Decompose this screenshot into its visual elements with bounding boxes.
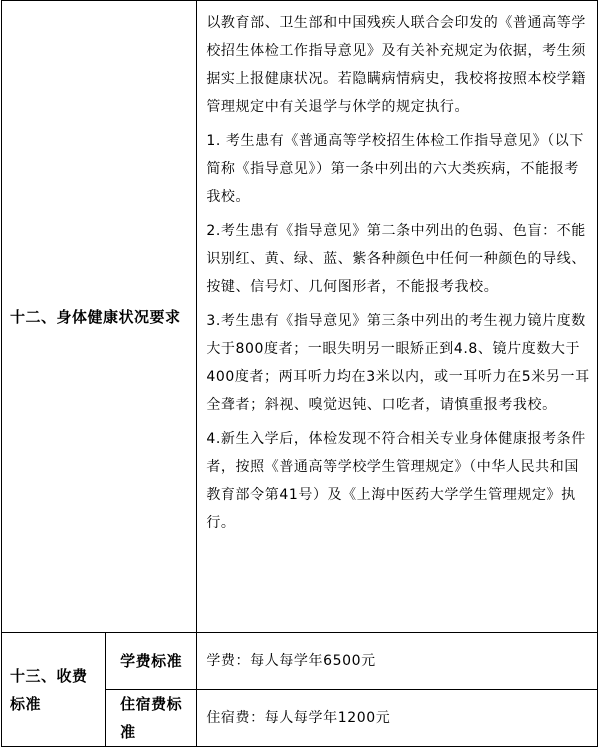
health-item-4: 4.新生入学后，体检发现不符合相关专业身体健康报考条件者，按照《普通高等学校学生管理规定》（中华人民共和国教育部令第41号）及《上海中医药大学学生管理规定》执行。: [206, 431, 586, 531]
health-intro-paragraph: 以教育部、卫生部和中国残疾人联合会印发的《普通高等学校招生体检工作指导意见》及有关补充规定为依据，考生须据实上报健康状况。若隐瞒病情病史，我校将按照本校学籍管理规定中有关退学与休学的规定执行。: [206, 15, 586, 115]
fee-section-title: 十三、收费标准: [2, 633, 106, 747]
health-item-2: 2.考生患有《指导意见》第二条中列出的色弱、色盲：不能识别红、黄、绿、蓝、紫各种颜色中任何一种颜色的导线、按键、信号灯、几何图形者，不能报考我校。: [206, 223, 586, 295]
tuition-label: 学费标准: [106, 633, 197, 690]
health-requirements-row: [2, 1, 598, 633]
lodging-label: 住宿费标准: [106, 690, 197, 747]
tuition-value: 学费：每人每学年6500元: [197, 633, 598, 690]
admission-rules-table: [1, 0, 598, 747]
lodging-value: 住宿费：每人每学年1200元: [197, 690, 598, 747]
health-item-1: 1. 考生患有《普通高等学校招生体检工作指导意见》（以下简称《指导意见》）第一条中列出的六大类疾病，不能报考我校。: [206, 133, 584, 205]
health-item-3: 3.考生患有《指导意见》第三条中列出的考生视力镜片度数大于800度者；一眼失明另一眼矫正到4.8、镜片度数大于400度者；两耳听力均在3米以内，或一耳听力在5米另一耳全聋者；斜视、嗅觉迟钝、口吃者，请慎重报考我校。: [206, 313, 590, 413]
health-section-content: [197, 1, 598, 633]
tuition-row: [2, 633, 598, 690]
health-section-title: 十二、身体健康状况要求: [2, 1, 197, 633]
